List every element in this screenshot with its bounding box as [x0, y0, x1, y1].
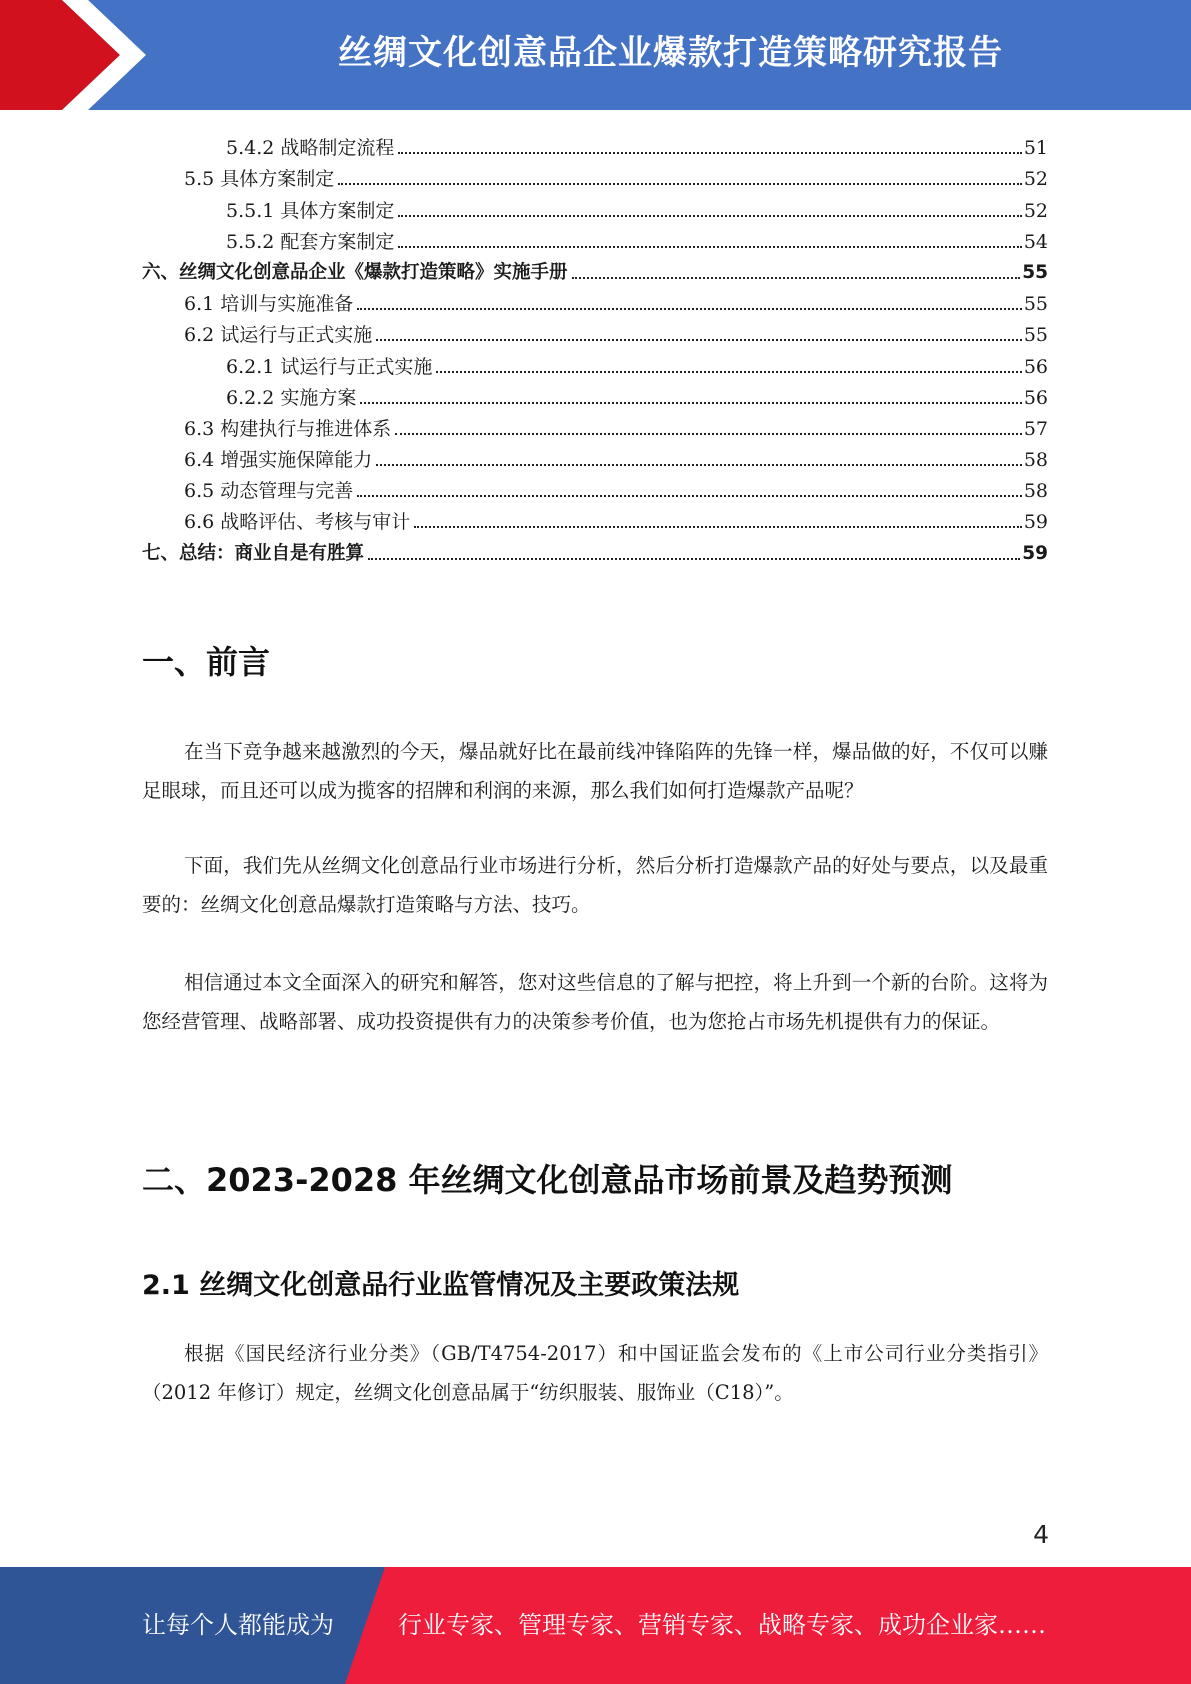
toc-entry-text: 5.5 具体方案制定: [184, 168, 335, 191]
toc-leader-dots: [398, 246, 1021, 248]
toc-entry-page: 52: [1023, 168, 1048, 191]
page-footer: [0, 1567, 1191, 1684]
paragraph: 相信通过本文全面深入的研究和解答，您对这些信息的了解与把控，将上升到一个新的台阶。这将为您经营管理、战略部署、成功投资提供有力的决策参考价值，也为您抢占市场先机提供有力的保证。: [142, 971, 1048, 1033]
section-heading-market-outlook: 二、2023-2028 年丝绸文化创意品市场前景及趋势预测: [142, 1161, 953, 1199]
toc-entry-page: 55: [1023, 324, 1048, 347]
toc-leader-dots: [368, 558, 1020, 560]
toc-entry[interactable]: [142, 222, 1048, 253]
toc-leader-dots: [395, 433, 1022, 435]
toc-entry[interactable]: [142, 409, 1048, 440]
toc-entry-text: 5.4.2 战略制定流程: [226, 137, 395, 160]
toc-entry-text: 六、丝绸文化创意品企业《爆款打造策略》实施手册: [142, 261, 568, 283]
footer-slogan-left: 让每个人都能成为: [142, 1611, 334, 1639]
toc-entry-page: 59: [1022, 542, 1048, 564]
toc-entry[interactable]: [142, 378, 1048, 409]
toc-leader-dots: [436, 371, 1021, 373]
page-header: [0, 0, 1191, 110]
toc-entry-page: 52: [1023, 199, 1048, 222]
toc-entry-text: 6.6 战略评估、考核与审计: [184, 511, 411, 534]
toc-entry[interactable]: [142, 190, 1048, 221]
toc-entry[interactable]: [142, 159, 1048, 190]
toc-leader-dots: [376, 339, 1022, 341]
toc-entry[interactable]: [142, 315, 1048, 346]
toc-entry[interactable]: [142, 440, 1048, 471]
toc-entry-page: 58: [1023, 480, 1048, 503]
toc-entry[interactable]: [142, 471, 1048, 502]
toc-leader-dots: [376, 464, 1022, 466]
section-heading-preface: 一、前言: [142, 643, 271, 681]
toc-entry-page: 55: [1022, 261, 1048, 283]
toc-entry-page: 59: [1023, 511, 1048, 534]
toc-entry-text: 6.5 动态管理与完善: [184, 480, 354, 503]
paragraph: 下面，我们先从丝绸文化创意品行业市场进行分析，然后分析打造爆款产品的好处与要点，以及最重要的：丝绸文化创意品爆款打造策略与方法、技巧。: [142, 854, 1048, 916]
toc-entry[interactable]: [142, 284, 1048, 315]
toc-entry[interactable]: [142, 502, 1048, 533]
toc-leader-dots: [357, 495, 1022, 497]
toc-entry-text: 6.2 试运行与正式实施: [184, 324, 373, 347]
toc-leader-dots: [398, 215, 1021, 217]
toc-entry-text: 6.3 构建执行与推进体系: [184, 417, 392, 440]
toc-entry-page: 54: [1023, 230, 1048, 253]
toc-entry-page: 57: [1023, 417, 1048, 440]
toc-entry-page: 56: [1023, 386, 1048, 409]
toc-entry[interactable]: [142, 533, 1048, 564]
toc-leader-dots: [414, 526, 1022, 528]
toc-entry-text: 6.2.2 实施方案: [226, 386, 357, 409]
report-title: 丝绸文化创意品企业爆款打造策略研究报告: [338, 33, 1003, 73]
toc-entry-text: 6.1 培训与实施准备: [184, 293, 354, 316]
paragraph: 在当下竞争越来越激烈的今天，爆品就好比在最前线冲锋陷阵的先锋一样，爆品做的好，不仅可以赚足眼球，而且还可以成为揽客的招牌和利润的来源，那么我们如何打造爆款产品呢？: [142, 740, 1048, 802]
toc-leader-dots: [338, 183, 1022, 185]
toc-entry-text: 6.2.1 试运行与正式实施: [226, 355, 433, 378]
paragraph: 根据《国民经济行业分类》（GB/T4754-2017）和中国证监会发布的《上市公司行业分类指引》（2012 年修订）规定，丝绸文化创意品属于“纺织服装、服饰业（C18）”。: [142, 1342, 1048, 1404]
toc-entry-page: 51: [1023, 137, 1048, 160]
toc-entry-text: 5.5.1 具体方案制定: [226, 199, 395, 222]
toc-entry[interactable]: [142, 253, 1048, 284]
footer-slogan-right: 行业专家、管理专家、营销专家、战略专家、成功企业家……: [398, 1611, 1046, 1639]
table-of-contents: [142, 128, 1048, 565]
toc-entry-page: 58: [1023, 449, 1048, 472]
toc-leader-dots: [360, 402, 1021, 404]
toc-entry-text: 5.5.2 配套方案制定: [226, 230, 395, 253]
toc-entry[interactable]: [142, 346, 1048, 377]
toc-entry-text: 七、总结：商业自是有胜算: [142, 542, 365, 564]
toc-entry-page: 55: [1023, 293, 1048, 316]
toc-entry-page: 56: [1023, 355, 1048, 378]
toc-entry-text: 6.4 增强实施保障能力: [184, 449, 373, 472]
header-chevron-decoration: [0, 0, 160, 110]
page-number: 4: [1033, 1520, 1049, 1549]
subsection-heading-regulation: 2.1 丝绸文化创意品行业监管情况及主要政策法规: [142, 1270, 740, 1301]
toc-leader-dots: [572, 277, 1021, 279]
toc-leader-dots: [398, 152, 1021, 154]
toc-entry[interactable]: [142, 128, 1048, 159]
toc-leader-dots: [357, 308, 1022, 310]
